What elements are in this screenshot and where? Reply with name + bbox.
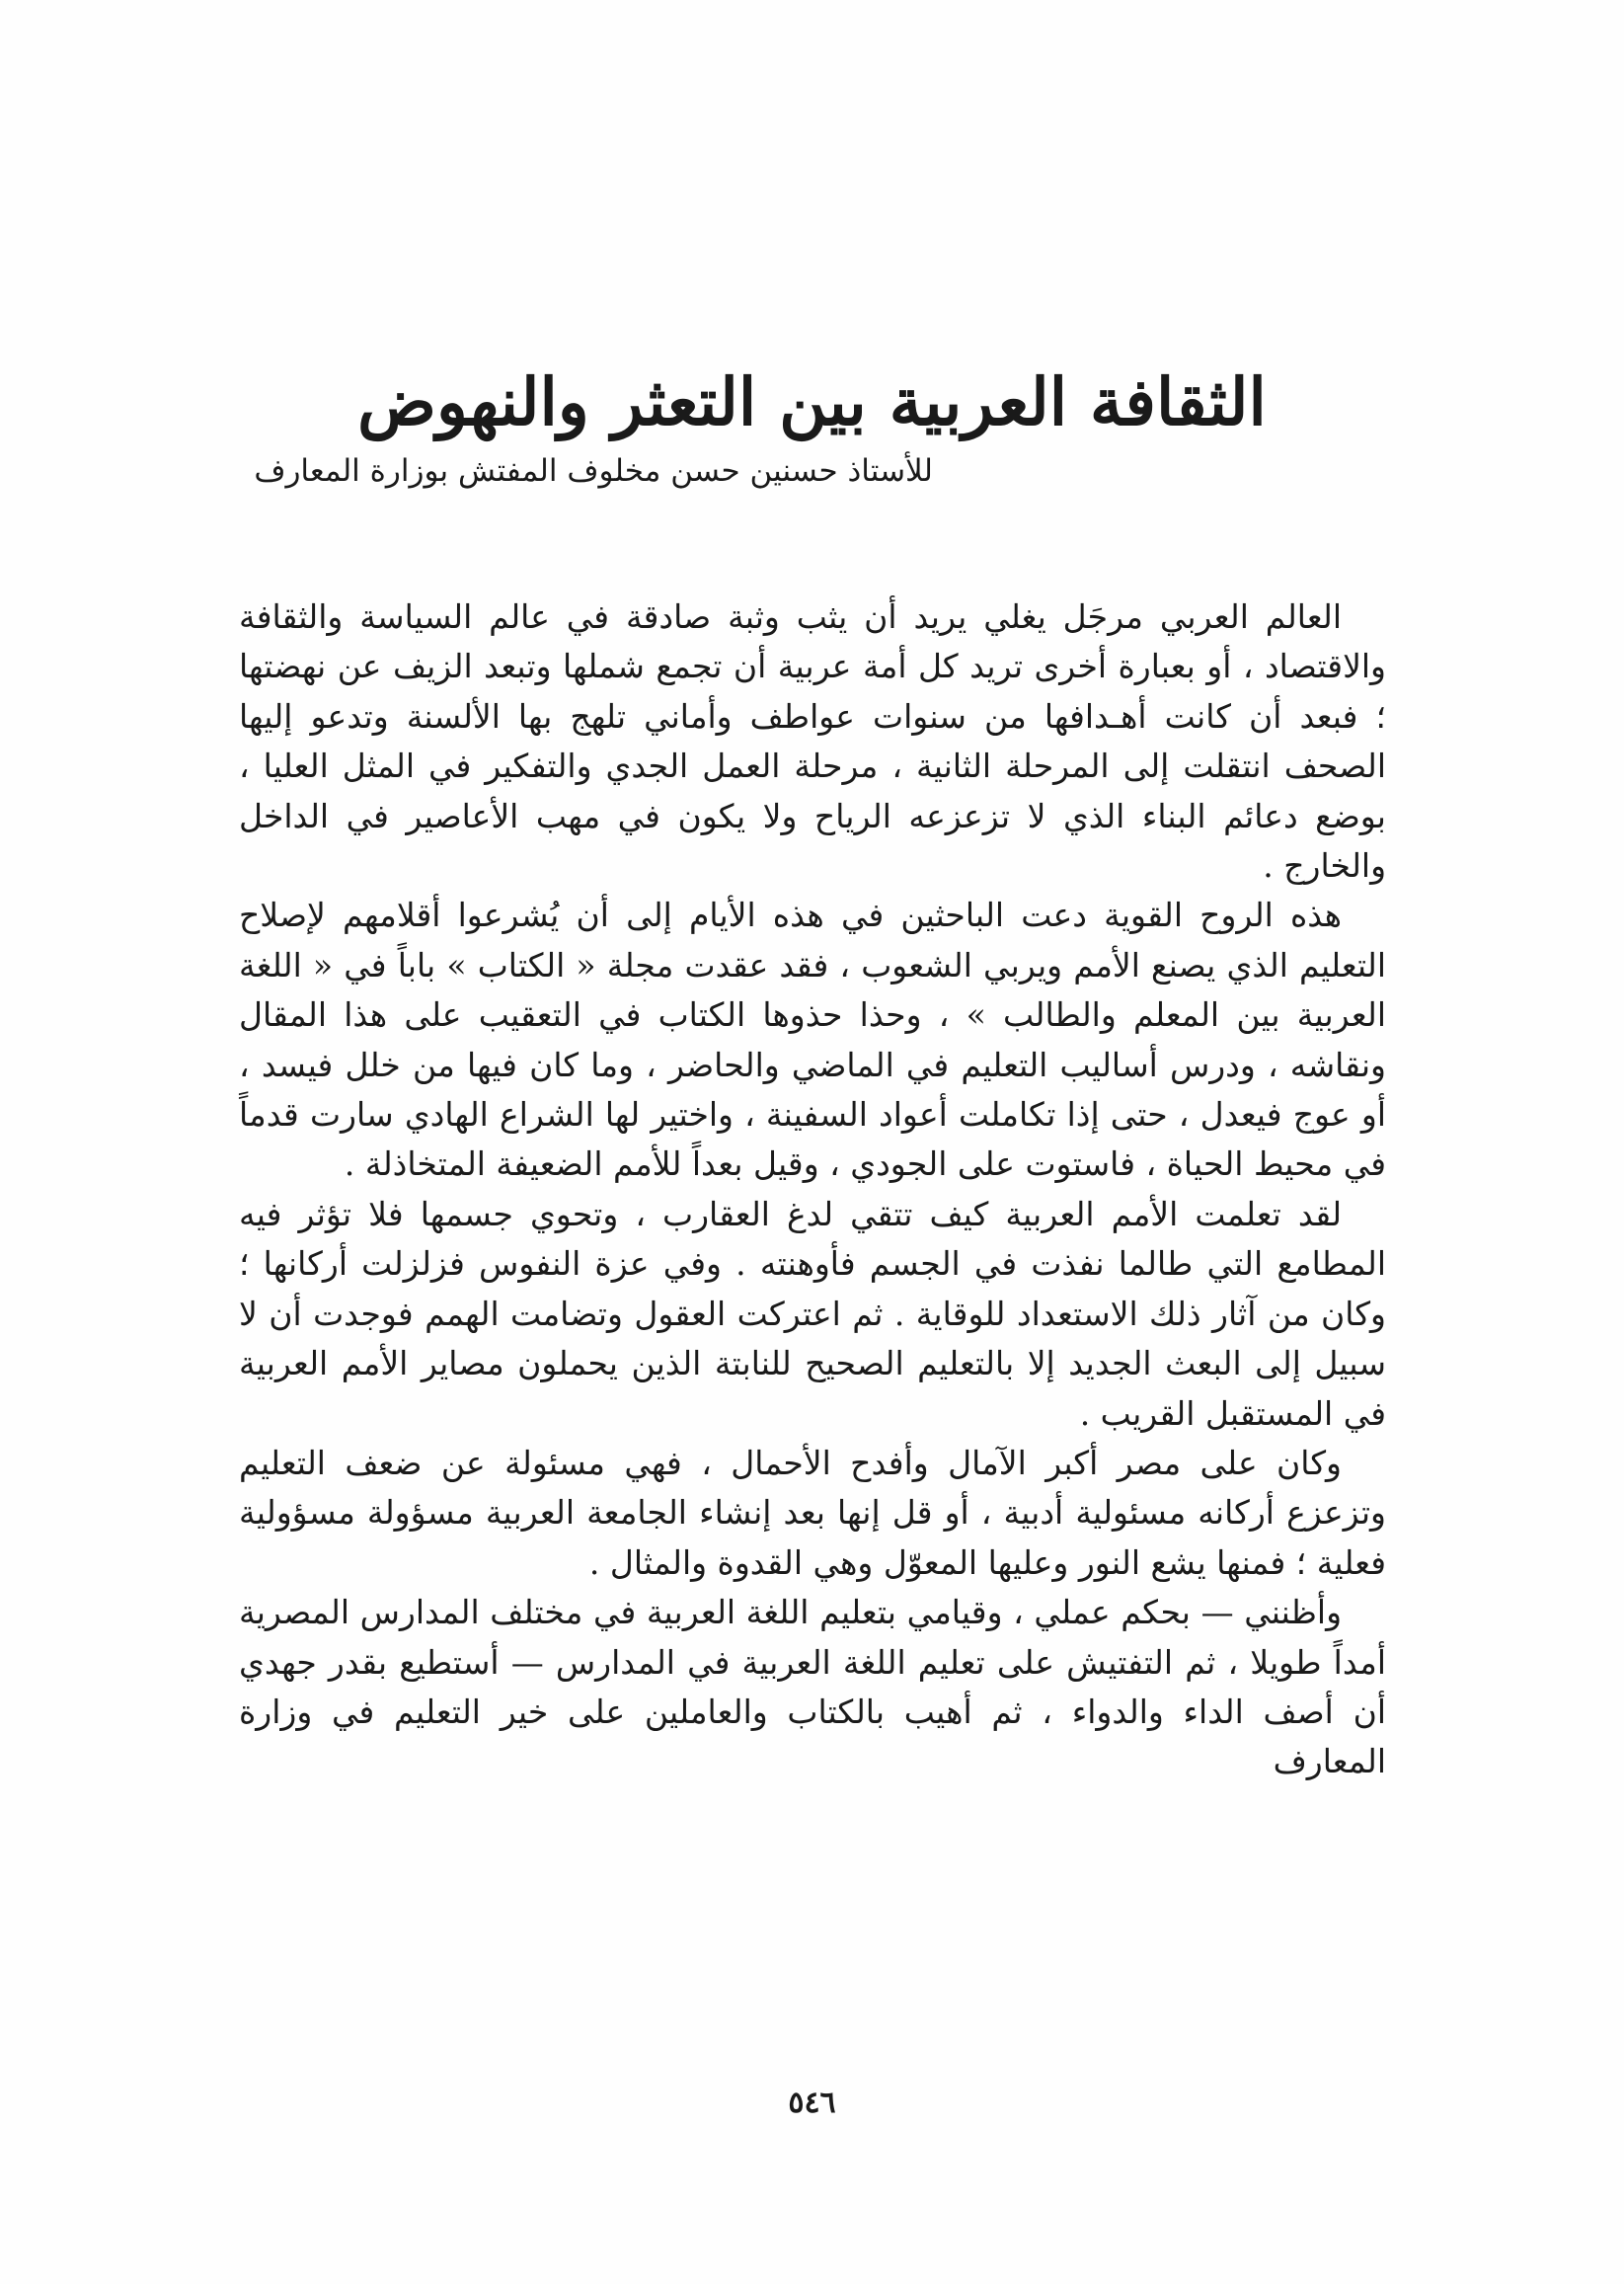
paragraph-1: العالم العربي مرجَل يغلي يريد أن يثب وثبة صادقة في عالم السياسة والثقافة والاقتصاد ، أو بعبارة أخرى تريد كل أمة عربية أن تجمع شملها وتبعد الزيف عن نهضتها ؛ فبعد أن كانت أهـدافها من سنوات عواطف وأماني تلهج بها الألسنة وتدعو إليها الصحف انتقلت إلى المرحلة الثانية ، مرحلة العمل الجدي والتفكير في المثل العليا ، بوضع دعائم البناء الذي لا تزعزعه الرياح ولا يكون في مهب الأعاصير في الداخل والخارج . [239, 597, 1386, 886]
page-number: ٥٤٦ [788, 2086, 836, 2120]
paragraph-5: وأظنني — بحكم عملي ، وقيامي بتعليم اللغة العربية في مختلف المدارس المصرية أمداً طويلا ، ثم التفتيش على تعليم اللغة العربية في المدارس — أستطيع بقدر جهدي أن أصف الداء والدواء ، ثم أهيب بالكتاب والعاملين على خير التعليم في وزارة المعارف [239, 1593, 1386, 1781]
article-body [239, 592, 1386, 1787]
paragraph-4: وكان على مصر أكبر الآمال وأفدح الأحمال ، فهي مسئولة عن ضعف التعليم وتزعزع أركانه مسئولية أدبية ، أو قل إنها بعد إنشاء الجامعة العربية مسؤولة مسؤولية فعلية ؛ فمنها يشع النور وعليها المعوّل وهي القدوة والمثال . [239, 1443, 1386, 1582]
paragraph-3: لقد تعلمت الأمم العربية كيف تتقي لدغ العقارب ، وتحوي جسمها فلا تؤثر فيه المطامع التي طالما نفذت في الجسم فأوهنته . وفي عزة النفوس فزلزلت أركانها ؛ وكان من آثار ذلك الاستعداد للوقاية . ثم اعتركت العقول وتضامت الهمم فوجدت أن لا سبيل إلى البعث الجديد إلا بالتعليم الصحيح للنابتة الذين يحملون مصاير الأمم العربية في المستقبل القريب . [239, 1194, 1386, 1433]
paragraph-2: هذه الروح القوية دعت الباحثين في هذه الأيام إلى أن يُشرعوا أقلامهم لإصلاح التعليم الذي يصنع الأمم ويربي الشعوب ، فقد عقدت مجلة « الكتاب » باباً في « اللغة العربية بين المعلم والطالب » ، وحذا حذوها الكتاب في التعقيب على هذا المقال ونقاشه ، ودرس أساليب التعليم في الماضي والحاضر ، وما كان فيها من خلل فيسد ، أو عوج فيعدل ، حتى إذا تكاملت أعواد السفينة ، واختير لها الشراع الهادي سارت قدماً في محيط الحياة ، فاستوت على الجودي ، وقيل بعداً للأمم الضعيفة المتخاذلة . [239, 896, 1386, 1184]
article-title: الثقافة العربية بين التعثر والنهوض [357, 363, 1267, 441]
article-byline: للأستاذ حسنين حسن مخلوف المفتش بوزارة المعارف [254, 453, 933, 489]
